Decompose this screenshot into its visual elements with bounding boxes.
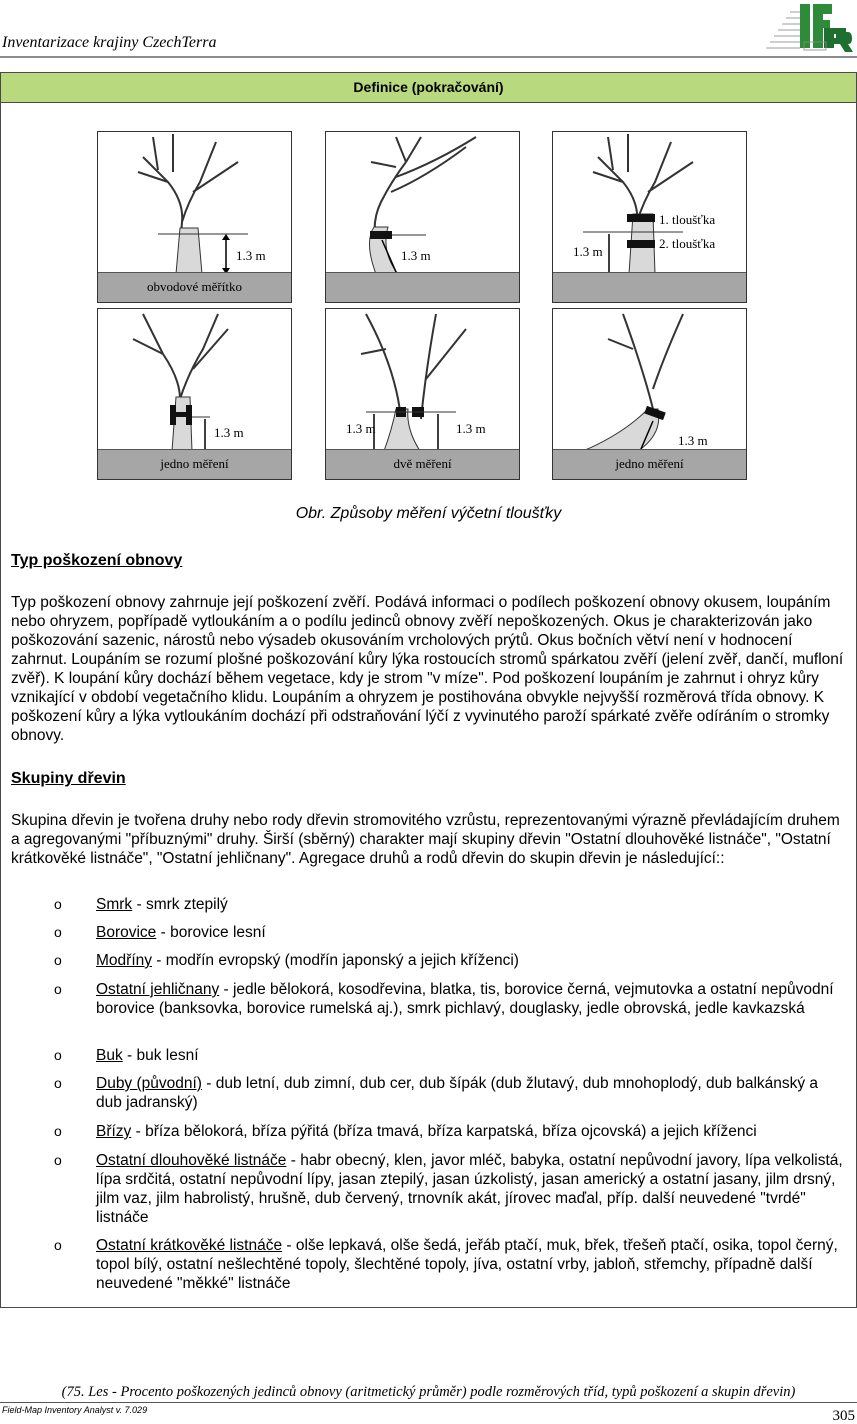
group-desc: - dub letní, dub zimní, dub cer, dub šípák (dub žlutavý, dub mnohoplodý, dub balkánský a dub jadranský) <box>96 1075 819 1111</box>
group-term: Buk <box>96 1047 123 1064</box>
ground-label <box>553 272 746 302</box>
group-term: Borovice <box>96 924 157 941</box>
bullet-icon: o <box>54 952 62 968</box>
group-term: Břízy <box>96 1123 132 1140</box>
group-term: Modříny <box>96 952 152 969</box>
figure-panel-two-measures <box>325 308 520 480</box>
bullet-icon: o <box>54 1075 62 1091</box>
heading-tree-groups: Skupiny dřevin <box>11 770 126 787</box>
figure-panel-two-diameters <box>552 131 747 303</box>
ground-label <box>326 272 519 302</box>
page-number: 305 <box>832 1408 855 1424</box>
group-desc: - habr obecný, klen, javor mléč, babyka, ostatní nepůvodní javory, lípa velkolistá, lípa srdčitá, ostatní nepůvodní lípy, jasan ztepilý, jasan úzkolistý, jasan americký a ostatní jasany, jilm drsný, jilm vaz, jilm habrolistý, hrušně, dub červený, trnovník akát, jírovec maďal, příp. další neuvedené "tvrdé" listnáče <box>96 1152 843 1226</box>
paragraph-damage-type: Typ poškození obnovy zahrnuje její poškození zvěří. Podává informaci o podílech poškození obnovy okusem, loupáním nebo ohryzem, popřípadě vytloukáním a o podílu jedinců obnovy zvěří nepoškozených. Okus je charakterizován jako poškozování sazenic, nárostů nebo výsadeb okusováním vrcholových prýtů. Okus bočních větví není v hodnocení zahrnut. Loupáním se rozumí plošné poškozování kůry lýka rostoucích stromů spárkatou zvěří (jelení zvěř, dančí, mufloní zvěř). K loupání kůry dochází během vegetace, kdy je strom "v míze". Pod poškození loupáním je zahrnut i ohryz kůry vznikající v období vegetačního klidu. Loupáním a ohryzem je postihována obvykle nejvyšší rozměrová třída obnovy. K poškození kůry a lýka vytloukáním dochází při odstraňování lýčí z vyvinutého paroží spárkaté zvěře odíráním o stromky obnovy. <box>11 594 844 744</box>
paragraph-tree-groups: Skupina dřevin je tvořena druhy nebo rody dřevin stromovitého vzrůstu, reprezentovanými výrazně převládajícím druhem a agregovanými "příbuznými" druhy. Širší (sběrný) charakter mají skupiny dřevin "Ostatní dlouhověké listnáče", "Ostatní krátkověké listnáče", "Ostatní jehličnany". Agregace druhů a rodů dřevin do skupin dřevin je následující:: <box>11 812 840 867</box>
footer-software-version: Field-Map Inventory Analyst v. 7.029 <box>2 1405 148 1415</box>
ground-label: jedno měření <box>553 449 746 479</box>
group-desc: - borovice lesní <box>156 924 266 941</box>
group-term: Smrk <box>96 896 133 913</box>
ground-label: jedno měření <box>98 449 291 479</box>
bullet-icon: o <box>54 1047 62 1063</box>
group-desc: - modřín evropský (modřín japonský a jejich kříženci) <box>152 952 519 969</box>
ground-label: dvě měření <box>326 449 519 479</box>
group-desc: - bříza bělokorá, bříza pýřitá (bříza tmavá, bříza karpatská, bříza ojcovská) a jejich kříženci <box>131 1123 757 1140</box>
bullet-icon: o <box>54 896 62 912</box>
bullet-icon: o <box>54 1123 62 1139</box>
height-label: 1.3 m <box>678 433 708 448</box>
heading-damage-type: Typ poškození obnovy <box>11 552 183 569</box>
height-label-left: 1.3 m <box>346 421 376 436</box>
bullet-icon: o <box>54 1237 62 1253</box>
ifer-logo <box>760 2 854 54</box>
footer-table-reference: (75. Les - Procento poškozených jedinců obnovy (aritmetický průměr) podle rozměrových tříd, typů poškození a skupin dřevin) <box>61 1384 796 1400</box>
document-header-title: Inventarizace krajiny CzechTerra <box>2 34 217 51</box>
group-term: Ostatní jehličnany <box>96 981 220 998</box>
bullet-icon: o <box>54 924 62 940</box>
group-desc: - olše lepkavá, olše šedá, jeřáb ptačí, muk, břek, třešeň ptačí, osika, topol černý, topol bílý, ostatní nešlechtěné topoly, šlechtěné topoly, jíva, ostatní vrby, jabloň, střemchy, případně další neuvedené "měkké" listnáče <box>96 1237 838 1292</box>
section-banner: Definice (pokračování) <box>1 73 856 103</box>
figure-panel-circumference <box>97 131 292 303</box>
group-term: Ostatní krátkověké listnáče <box>96 1237 283 1254</box>
group-desc: - buk lesní <box>122 1047 199 1064</box>
height-label: 1.3 m <box>573 244 603 259</box>
footer-divider <box>0 1402 857 1403</box>
height-label: 1.3 m <box>236 248 266 263</box>
annotation-first-diameter: 1. tloušťka <box>659 212 716 227</box>
figure-panel-curved-trunk <box>552 308 747 480</box>
annotation-second-diameter: 2. tloušťka <box>659 236 716 251</box>
height-label: 1.3 m <box>401 248 431 263</box>
group-desc: - jedle bělokorá, kosodřevina, blatka, tis, borovice černá, vejmutovka a ostatní nepůvodní borovice (banksovka, borovice rumelská aj.), smrk pichlavý, douglasky, jedle obrovská, jedle kavkazská <box>96 981 834 1017</box>
height-label-right: 1.3 m <box>456 421 486 436</box>
ground-label: obvodové měřítko <box>98 272 291 302</box>
bullet-icon: o <box>54 981 62 997</box>
bullet-icon: o <box>54 1152 62 1168</box>
figure-panel-leaning <box>325 131 520 303</box>
height-label: 1.3 m <box>214 425 244 440</box>
figure-panel-single-measure <box>97 308 292 480</box>
group-term: Duby (původní) <box>96 1075 202 1092</box>
group-desc: - smrk ztepilý <box>132 896 228 913</box>
group-term: Ostatní dlouhověké listnáče <box>96 1152 287 1169</box>
figure-caption: Obr. Způsoby měření výčetní tloušťky <box>295 505 562 522</box>
header-divider <box>0 56 857 58</box>
